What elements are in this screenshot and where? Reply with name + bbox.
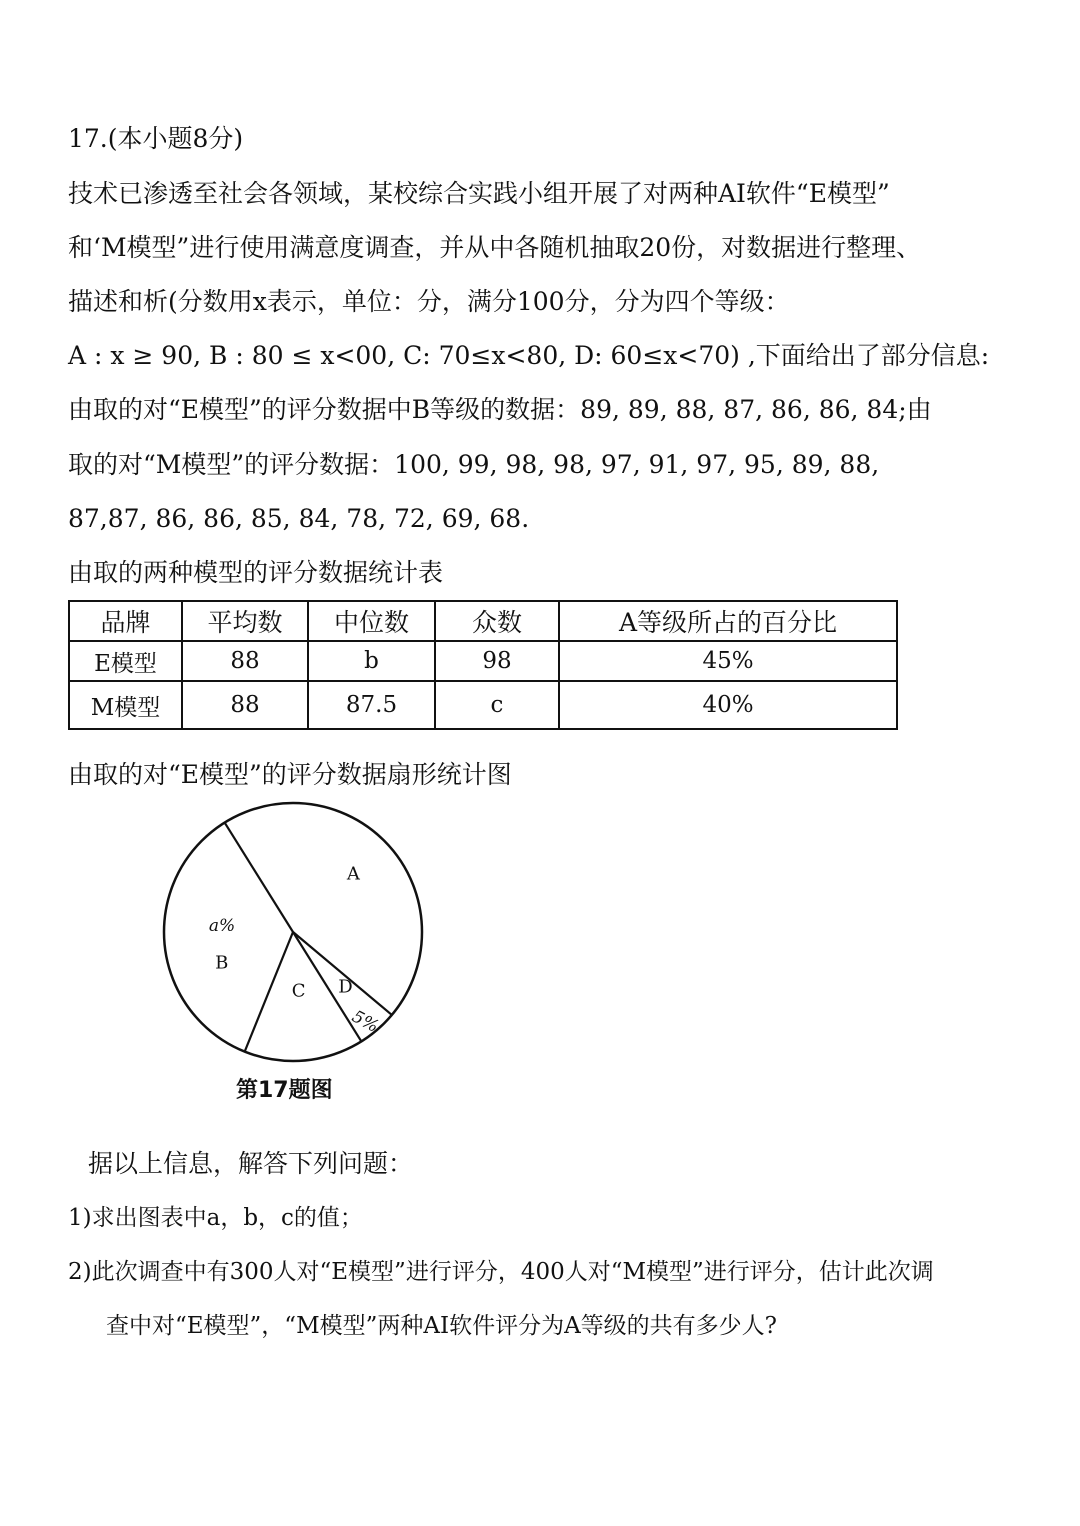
pie-label-c: C	[291, 980, 306, 1002]
cell-mode: 98	[435, 641, 559, 681]
cell-a-percent: 40%	[559, 681, 897, 729]
answer-prompt: 据以上信息，解答下列问题：	[88, 1149, 414, 1178]
question-1: 1)求出图表中a，b，c的值；	[68, 1205, 363, 1231]
m-model-data-line-2: 87,87, 86, 86, 85, 84, 78, 72, 69, 68.	[68, 504, 530, 533]
chart-title: 由取的对“E模型”的评分数据扇形统计图	[68, 760, 512, 789]
question-text-line-1: 技术已渗透至社会各领域，某校综合实践小组开展了对两种AI软件“E模型”	[68, 179, 890, 208]
cell-mean: 88	[182, 641, 308, 681]
pie-slice-divider	[245, 932, 293, 1052]
table-row-e-model	[69, 641, 897, 681]
cell-mode: c	[435, 681, 559, 729]
e-model-b-data-line: 由取的对“E模型”的评分数据中B等级的数据：89, 89, 88, 87, 86, 86, 84;由	[68, 395, 932, 424]
table-row-m-model	[69, 681, 897, 729]
stats-table	[68, 600, 898, 730]
cell-a-percent: 45%	[559, 641, 897, 681]
table-header-row	[69, 601, 897, 641]
header-mean: 平均数	[182, 601, 308, 641]
figure-caption: 第17题图	[236, 1078, 333, 1103]
pie-value-d: 5%	[348, 1006, 382, 1037]
header-median: 中位数	[308, 601, 435, 641]
cell-median: 87.5	[308, 681, 435, 729]
question-text-line-2: 和‘M模型”进行使用满意度调查，并从中各随机抽取20份，对数据进行整理、	[68, 233, 922, 262]
pie-label-b: B	[215, 952, 229, 974]
question-text-line-3: 描述和析(分数用x表示，单位：分，满分100分，分为四个等级：	[68, 287, 790, 316]
question-2-line-1: 2)此次调查中有300人对“E模型”进行评分，400人对“M模型”进行评分，估计此次调	[68, 1259, 934, 1285]
table-title: 由取的两种模型的评分数据统计表	[68, 558, 444, 587]
pie-slice-divider	[293, 932, 392, 1015]
grade-definition-line: A : x ≥ 90, B : 80 ≤ x<00, C: 70≤x<80, D: 60≤x<70) ,下面给出了部分信息:	[68, 341, 990, 370]
m-model-data-line-1: 取的对“M模型”的评分数据：100, 99, 98, 98, 97, 91, 97, 95, 89, 88,	[68, 450, 880, 479]
cell-brand: E模型	[69, 641, 182, 681]
cell-median: b	[308, 641, 435, 681]
cell-mean: 88	[182, 681, 308, 729]
header-brand: 品牌	[69, 601, 182, 641]
question-2-line-2: 查中对“E模型”，“M模型”两种AI软件评分为A等级的共有多少人?	[106, 1313, 778, 1339]
pie-value-b: a%	[208, 915, 236, 936]
header-mode: 众数	[435, 601, 559, 641]
cell-brand: M模型	[69, 681, 182, 729]
pie-chart	[150, 800, 440, 1070]
pie-label-d: D	[338, 976, 353, 998]
header-a-percent: A等级所占的百分比	[559, 601, 897, 641]
question-header: 17.(本小题8分)	[68, 124, 244, 153]
pie-label-a: A	[346, 863, 360, 885]
